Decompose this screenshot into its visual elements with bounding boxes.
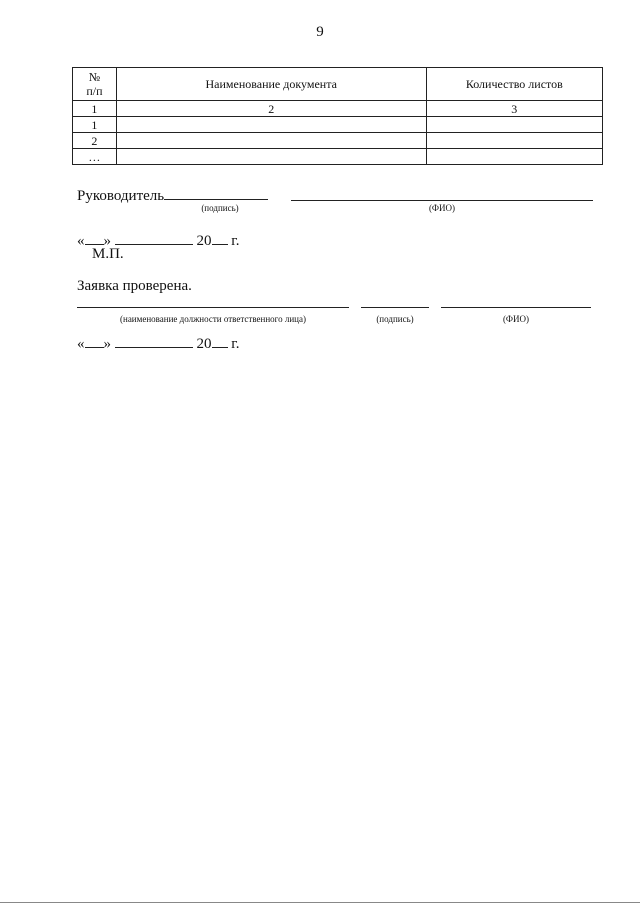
month2-blank[interactable] [115,334,193,348]
page-number: 9 [316,24,324,40]
cell-number: … [73,149,117,165]
date-line-2 [77,334,239,353]
date-close-quote: » [103,233,111,249]
header-number-line2: п/п [86,84,103,98]
position-line[interactable] [77,307,349,308]
date-open-quote: « [77,233,85,249]
header-document-name: Наименование документа [116,68,426,101]
checker-signature-line[interactable] [361,307,429,308]
table-header-row [73,68,603,101]
year-suffix: г. [231,233,240,249]
cell-count [426,149,602,165]
checker-name-caption: (ФИО) [502,314,530,324]
table-row [73,101,603,117]
stamp-label: М.П. [92,246,124,262]
cell-name [116,117,426,133]
cell-number: 2 [73,133,117,149]
cell-name: 2 [116,101,426,117]
date2-open-quote: « [77,336,85,352]
header-number-line1: № [88,70,101,84]
year-blank[interactable] [212,231,228,245]
cell-name [116,133,426,149]
year2-blank[interactable] [212,334,228,348]
documents-table [72,67,603,165]
cell-number: 1 [73,117,117,133]
table-row [73,149,603,165]
checker-name-line[interactable] [441,307,591,308]
cell-count [426,133,602,149]
manager-signature-line[interactable] [164,186,268,200]
manager-signature-caption: (подпись) [201,203,239,213]
cell-number: 1 [73,101,117,117]
manager-name-line[interactable] [291,200,593,201]
day-blank[interactable] [85,231,104,245]
manager-label-text: Руководитель [77,188,165,204]
date2-close-quote: » [103,336,111,352]
month-blank[interactable] [115,231,193,245]
cell-count: 3 [426,101,602,117]
table-row [73,117,603,133]
year2-suffix: г. [231,336,240,352]
year-prefix: 20 [196,233,212,249]
header-number [73,68,117,101]
checker-signature-caption: (подпись) [376,314,414,324]
header-sheet-count: Количество листов [426,68,602,101]
checked-label: Заявка проверена. [77,278,192,294]
cell-name [116,149,426,165]
position-caption: (наименование должности ответственного лица) [120,314,306,324]
cell-count [426,117,602,133]
scan-edge-line [0,902,640,903]
day2-blank[interactable] [85,334,104,348]
year2-prefix: 20 [196,336,212,352]
table-row [73,133,603,149]
manager-name-caption: (ФИО) [428,203,456,213]
